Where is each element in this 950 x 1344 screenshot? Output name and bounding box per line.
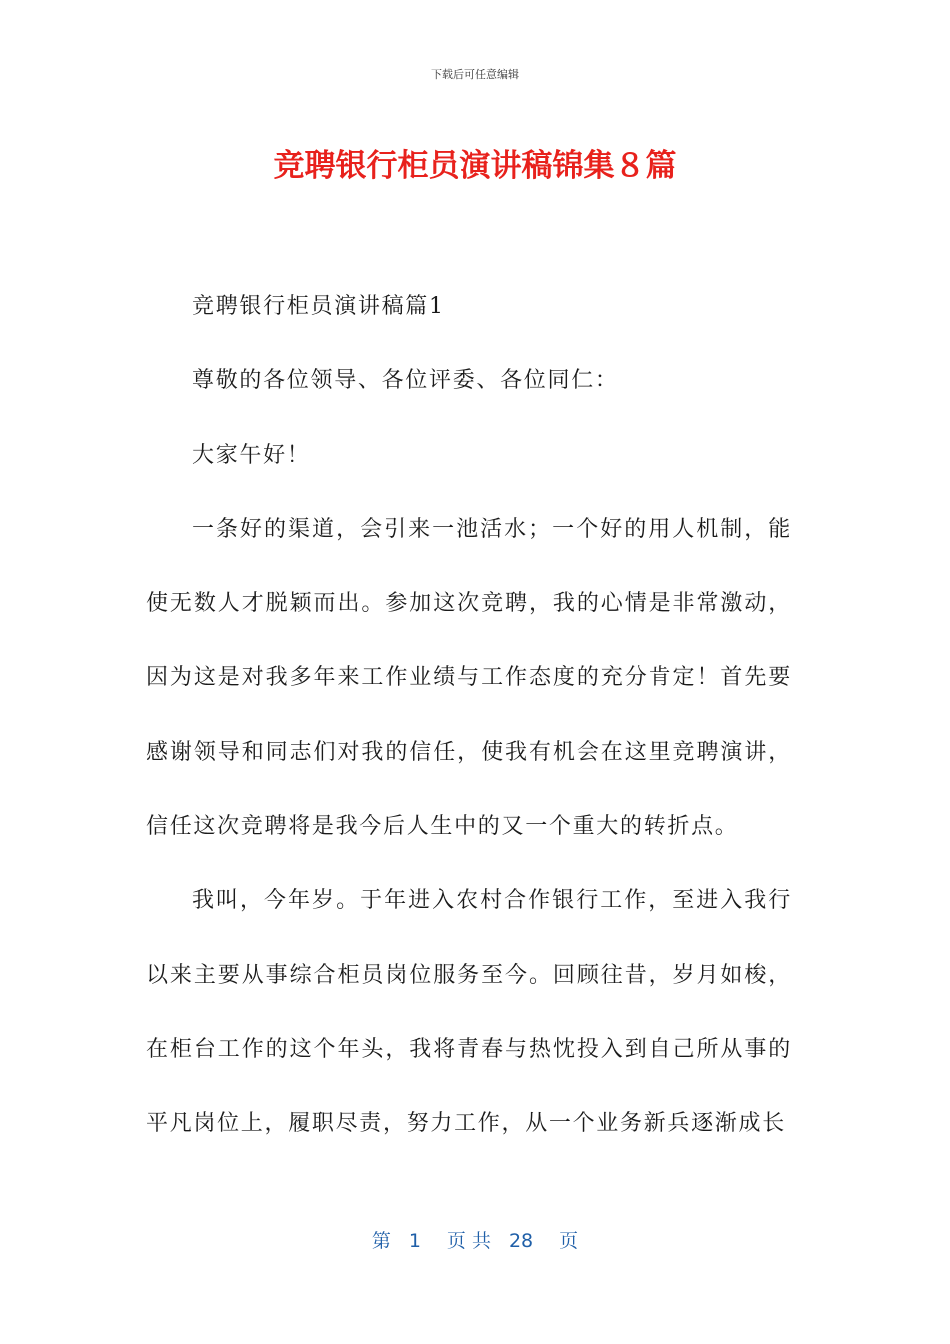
paragraph: 大家午好！ (192, 442, 311, 468)
footer-middle: 页 共 (446, 1230, 491, 1252)
footer-current-page: 1 (408, 1230, 421, 1252)
document-title: 竞聘银行柜员演讲稿锦集８篇 (273, 148, 677, 184)
header-note: 下载后可任意编辑 (431, 68, 519, 81)
page-footer (0, 1226, 950, 1253)
footer-suffix: 页 (559, 1230, 579, 1252)
paragraph: 竞聘银行柜员演讲稿篇1 (192, 294, 445, 319)
paragraph: 尊敬的各位领导、各位评委、各位同仁： (192, 368, 619, 394)
footer-prefix: 第 (371, 1230, 391, 1252)
paragraph: 一条好的渠道，会引来一池活水；一个好的用人机制，能使无数人才脱颖而出。参加这次竞聘，我的心情是非常激动，因为这是对我多年来工作业绩与工作态度的充分肯定！首先要感谢领导和同志们对我的信任，使我有机会在这里竞聘演讲，信任这次竞聘将是我今后人生中的又一个重大的转折点。 (146, 516, 792, 840)
footer-total-pages: 28 (508, 1230, 534, 1252)
paragraph: 我叫，今年岁。于年进入农村合作银行工作，至进入我行以来主要从事综合柜员岗位服务至今。回顾往昔，岁月如梭，在柜台工作的这个年头，我将青春与热忱投入到自己所从事的平凡岗位上，履职尽责，努力工作，从一个业务新兵逐渐成长 (146, 888, 792, 1137)
document-body (146, 270, 792, 1162)
